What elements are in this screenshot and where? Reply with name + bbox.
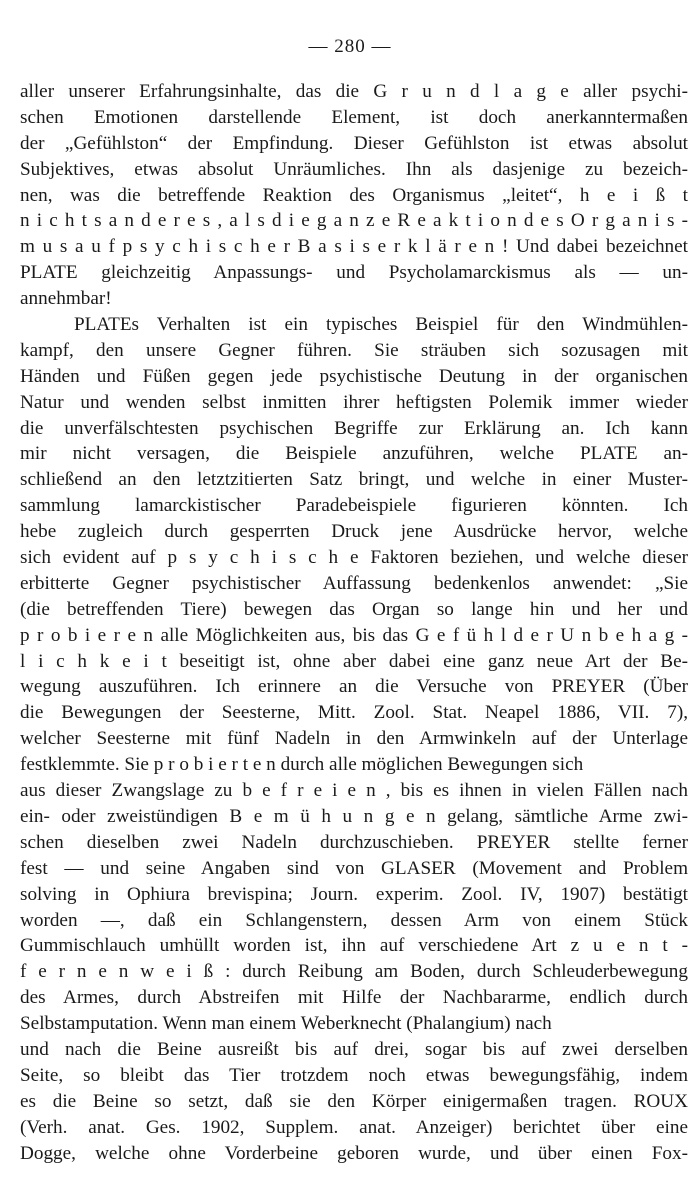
text-line: Selbstamputation. Wenn man einem Weberknecht (Phalangium) nach <box>20 1013 552 1035</box>
text-line: mir nicht versagen, die Beispiele anzuführen, welche PLATE an- <box>20 443 688 465</box>
text-line: Natur und wenden selbst inmitten ihrer heftigsten Polemik immer wieder <box>20 391 688 413</box>
text-line: schließend an den letztzitierten Satz bringt, und welche in einer Muster- <box>20 469 688 491</box>
text-line: und nach die Beine ausreißt bis auf drei, sogar bis auf zwei derselben <box>20 1038 688 1060</box>
text-line: Seite, so bleibt das Tier trotzdem noch etwas bewegungsfähig, indem <box>20 1064 688 1086</box>
text-line: es die Beine so setzt, daß sie den Körper einigermaßen tragen. ROUX <box>20 1090 688 1112</box>
text-line: n i c h t s a n d e r e s , a l s d i e g a n z e R e a k t i o n d e s O r g a n i s - <box>20 210 688 232</box>
text-line: die Bewegungen der Seesterne, Mitt. Zool. Stat. Neapel 1886, VII. 7), <box>20 702 688 724</box>
text-line: p r o b i e r e n alle Möglichkeiten aus, bis das G e f ü h l d e r U n b e h a g - <box>20 624 688 646</box>
text-line: festklemmte. Sie p r o b i e r t e n durch alle möglichen Bewegungen sich <box>20 754 584 776</box>
text-line: erbitterte Gegner psychistischer Auffassung bedenkenlos anwendet: „Sie <box>20 572 688 594</box>
text-line: Händen und Füßen gegen jede psychistische Deutung in der organischen <box>20 365 688 387</box>
text-line: welcher Seesterne mit fünf Nadeln in den Armwinkeln auf der Unterlage <box>20 728 688 750</box>
text-line: sich evident auf p s y c h i s c h e Faktoren beziehen, und welche dieser <box>20 547 688 569</box>
text-line: schen dieselben zwei Nadeln durchzuschieben. PREYER stellte ferner <box>20 831 688 853</box>
text-line: des Armes, durch Abstreifen mit Hilfe der Nachbararme, endlich durch <box>20 987 688 1009</box>
text-line: Subjektives, etwas absolut Unräumliches. Ihn als dasjenige zu bezeich- <box>20 158 688 180</box>
text-line: hebe zugleich durch gesperrten Druck jene Ausdrücke hervor, welche <box>20 521 688 543</box>
text-line: schen Emotionen darstellende Element, ist doch anerkanntermaßen <box>20 106 688 128</box>
text-line: nen, was die betreffende Reaktion des Organismus „leitet“, h e i ß t <box>20 184 688 206</box>
text-line: kampf, den unsere Gegner führen. Sie sträuben sich sozusagen mit <box>20 339 688 361</box>
text-line: die unverfälschtesten psychischen Begriffe zur Erklärung an. Ich kann <box>20 417 688 439</box>
text-line: worden —, daß ein Schlangenstern, dessen Arm von einem Stück <box>20 909 688 931</box>
text-line: wegung auszuführen. Ich erinnere an die Versuche von PREYER (Über <box>20 676 688 698</box>
text-line: PLATEs Verhalten ist ein typisches Beispiel für den Windmühlen- <box>74 314 688 336</box>
body-text <box>20 79 688 1166</box>
text-line: sammlung lamarckistischer Paradebeispiele figurieren könnten. Ich <box>20 495 688 517</box>
text-line: solving in Ophiura brevispina; Journ. experim. Zool. IV, 1907) bestätigt <box>20 883 688 905</box>
text-line: (Verh. anat. Ges. 1902, Supplem. anat. Anzeiger) berichtet über eine <box>20 1116 688 1138</box>
text-line: l i c h k e i t beseitigt ist, ohne aber dabei eine ganz neue Art der Be- <box>20 650 688 672</box>
text-line: der „Gefühlston“ der Empfindung. Dieser Gefühlston ist etwas absolut <box>20 132 688 154</box>
text-line: Gummischlauch umhüllt worden ist, ihn auf verschiedene Art z u e n t - <box>20 935 688 957</box>
page-number: — 280 — <box>308 36 392 57</box>
text-line: aller unserer Erfahrungsinhalte, das die G r u n d l a g e aller psychi- <box>20 81 688 102</box>
text-line: fest — und seine Angaben sind von GLASER (Movement and Problem <box>20 857 688 879</box>
text-line: Dogge, welche ohne Vorderbeine geboren wurde, und über einen Fox- <box>20 1142 688 1164</box>
text-line: annehmbar! <box>20 288 112 310</box>
text-line: f e r n e n w e i ß : durch Reibung am Boden, durch Schleuderbewegung <box>20 961 688 983</box>
text-line: ein- oder zweistündigen B e m ü h u n g e n gelang, sämtliche Arme zwi- <box>20 805 688 827</box>
text-line: aus dieser Zwangslage zu b e f r e i e n , bis es ihnen in vielen Fällen nach <box>20 780 688 802</box>
text-line: (die betreffenden Tiere) bewegen das Organ so lange hin und her und <box>20 598 688 620</box>
text-line: PLATE gleichzeitig Anpassungs- und Psycholamarckismus als — un- <box>20 262 688 284</box>
text-line: m u s a u f p s y c h i s c h e r B a s i s e r k l ä r e n ! Und dabei bezeichnet <box>20 236 688 258</box>
